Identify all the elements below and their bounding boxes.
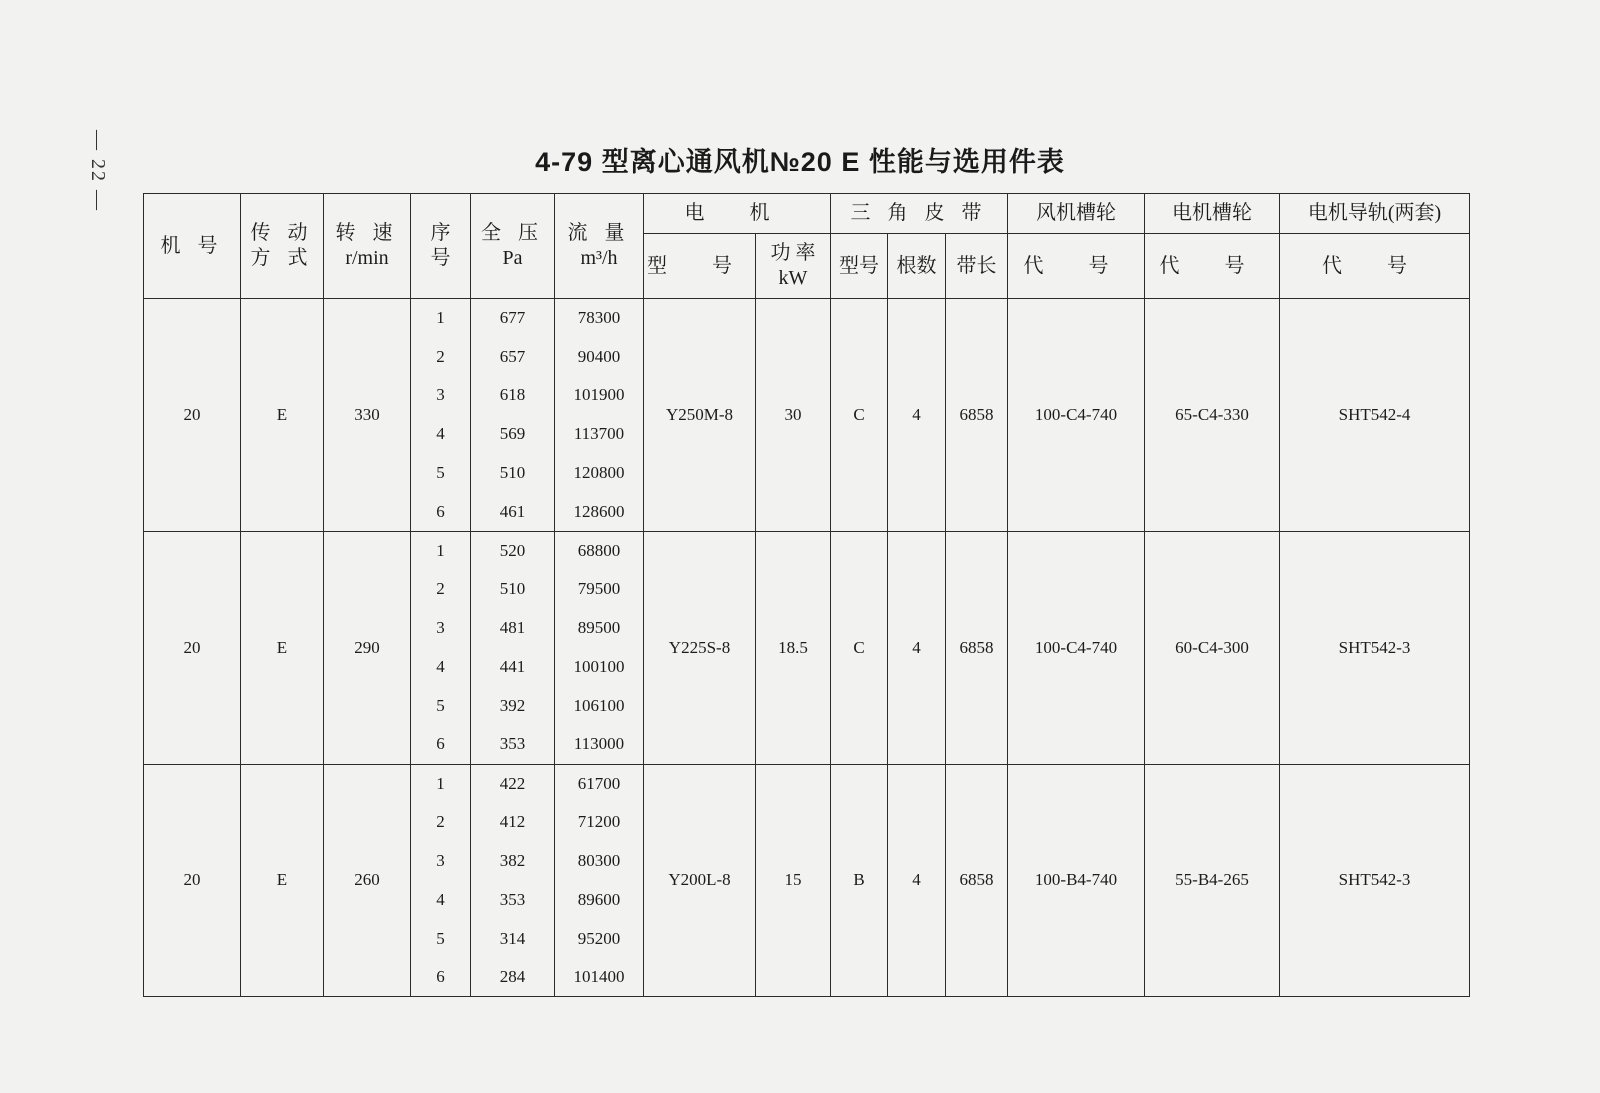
cell-seq: 3 (411, 609, 471, 648)
cell-flow: 113700 (555, 415, 644, 454)
cell-pressure: 392 (471, 686, 555, 725)
cell-machine-no: 20 (144, 764, 241, 997)
header-seq-line1: 序 (430, 222, 451, 244)
cell-seq: 3 (411, 842, 471, 881)
cell-flow: 120800 (555, 454, 644, 493)
header-fan-pulley-label: 风机槽轮 (1036, 202, 1116, 224)
cell-motor-power: 15 (756, 764, 831, 997)
cell-pressure: 569 (471, 415, 555, 454)
header-fan-pulley-code-label: 代 号 (1023, 254, 1129, 277)
header-motor-rail-code (1280, 234, 1470, 299)
cell-flow: 78300 (555, 299, 644, 338)
cell-flow: 95200 (555, 919, 644, 958)
cell-seq: 6 (411, 725, 471, 764)
header-speed (324, 194, 411, 299)
cell-pressure: 441 (471, 648, 555, 687)
cell-pressure: 382 (471, 842, 555, 881)
cell-pressure: 520 (471, 531, 555, 570)
cell-seq: 4 (411, 648, 471, 687)
cell-flow: 90400 (555, 337, 644, 376)
header-fan-pulley (1008, 194, 1145, 234)
cell-motor-pulley: 65-C4-330 (1145, 299, 1280, 532)
header-seq (411, 194, 471, 299)
header-drive-line1: 传 动 (250, 222, 314, 244)
table-row (144, 299, 1470, 338)
header-motor-power-unit: kW (778, 267, 808, 289)
cell-motor-rail: SHT542-3 (1280, 531, 1470, 764)
cell-motor-power: 30 (756, 299, 831, 532)
cell-motor-rail: SHT542-4 (1280, 299, 1470, 532)
cell-fan-pulley: 100-B4-740 (1008, 764, 1145, 997)
cell-belt-count: 4 (888, 531, 946, 764)
cell-seq: 6 (411, 492, 471, 531)
cell-seq: 1 (411, 531, 471, 570)
cell-pressure: 510 (471, 454, 555, 493)
cell-seq: 3 (411, 376, 471, 415)
cell-motor-pulley: 60-C4-300 (1145, 531, 1280, 764)
cell-belt-count: 4 (888, 764, 946, 997)
header-belt-model-label: 型号 (839, 254, 879, 277)
cell-flow: 106100 (555, 686, 644, 725)
cell-pressure: 677 (471, 299, 555, 338)
cell-seq: 1 (411, 299, 471, 338)
header-motor-power-line1: 功 率 (770, 242, 816, 264)
page-number: — 22 — (87, 130, 109, 212)
cell-seq: 4 (411, 880, 471, 919)
header-motor (644, 194, 831, 234)
header-fan-pulley-code (1008, 234, 1145, 299)
cell-belt-model: B (831, 764, 888, 997)
cell-speed: 260 (324, 764, 411, 997)
cell-fan-pulley: 100-C4-740 (1008, 531, 1145, 764)
header-motor-pulley (1145, 194, 1280, 234)
cell-flow: 61700 (555, 764, 644, 803)
header-belt (831, 194, 1008, 234)
header-flow (555, 194, 644, 299)
cell-seq: 5 (411, 454, 471, 493)
cell-flow: 68800 (555, 531, 644, 570)
header-flow-line1: 流 量 (567, 222, 631, 244)
cell-flow: 80300 (555, 842, 644, 881)
header-belt-label: 三 角 皮 带 (850, 202, 988, 224)
header-drive (241, 194, 324, 299)
header-motor-rail-label: 电机导轨(两套) (1307, 202, 1442, 224)
cell-pressure: 412 (471, 803, 555, 842)
cell-seq: 4 (411, 415, 471, 454)
cell-machine-no: 20 (144, 531, 241, 764)
cell-belt-length: 6858 (946, 531, 1008, 764)
header-pressure-line1: 全 压 (481, 222, 544, 244)
cell-pressure: 618 (471, 376, 555, 415)
cell-flow: 101400 (555, 958, 644, 997)
header-speed-unit: r/min (345, 247, 389, 269)
table-body (144, 299, 1470, 997)
header-motor-model (644, 234, 756, 299)
header-motor-power (756, 234, 831, 299)
page-title: 4-79 型离心通风机№20 E 性能与选用件表 (535, 147, 1065, 177)
cell-seq: 6 (411, 958, 471, 997)
header-motor-pulley-code-label: 代 号 (1159, 254, 1265, 277)
cell-seq: 1 (411, 764, 471, 803)
header-belt-model (831, 234, 888, 299)
cell-flow: 89500 (555, 609, 644, 648)
cell-fan-pulley: 100-C4-740 (1008, 299, 1145, 532)
header-drive-line2: 方 式 (250, 247, 314, 269)
header-pressure-unit: Pa (502, 247, 523, 269)
header-motor-pulley-label: 电机槽轮 (1172, 202, 1252, 224)
header-belt-length (946, 234, 1008, 299)
cell-belt-count: 4 (888, 299, 946, 532)
cell-motor-model: Y250M-8 (644, 299, 756, 532)
fan-performance-table (143, 193, 1470, 997)
cell-pressure: 510 (471, 570, 555, 609)
header-motor-label: 电 机 (684, 202, 790, 224)
cell-motor-power: 18.5 (756, 531, 831, 764)
cell-pressure: 657 (471, 337, 555, 376)
table-row (144, 764, 1470, 803)
cell-flow: 79500 (555, 570, 644, 609)
header-flow-unit: m³/h (580, 247, 618, 269)
header-motor-model-label: 型 号 (647, 254, 752, 277)
header-motor-pulley-code (1145, 234, 1280, 299)
cell-flow: 113000 (555, 725, 644, 764)
cell-drive: E (241, 531, 324, 764)
header-motor-rail (1280, 194, 1470, 234)
cell-speed: 330 (324, 299, 411, 532)
cell-pressure: 314 (471, 919, 555, 958)
cell-pressure: 461 (471, 492, 555, 531)
cell-belt-model: C (831, 299, 888, 532)
cell-motor-rail: SHT542-3 (1280, 764, 1470, 997)
cell-drive: E (241, 764, 324, 997)
cell-motor-model: Y225S-8 (644, 531, 756, 764)
cell-speed: 290 (324, 531, 411, 764)
header-belt-count-label: 根数 (896, 254, 937, 277)
cell-belt-length: 6858 (946, 764, 1008, 997)
cell-belt-length: 6858 (946, 299, 1008, 532)
table-row (144, 531, 1470, 570)
cell-flow: 101900 (555, 376, 644, 415)
cell-flow: 100100 (555, 648, 644, 687)
cell-drive: E (241, 299, 324, 532)
cell-pressure: 284 (471, 958, 555, 997)
cell-seq: 2 (411, 570, 471, 609)
cell-seq: 2 (411, 337, 471, 376)
header-motor-rail-code-label: 代 号 (1322, 254, 1427, 277)
header-row-top (144, 194, 1470, 234)
cell-flow: 71200 (555, 803, 644, 842)
cell-pressure: 353 (471, 880, 555, 919)
cell-flow: 128600 (555, 492, 644, 531)
cell-pressure: 481 (471, 609, 555, 648)
header-belt-count (888, 234, 946, 299)
cell-motor-pulley: 55-B4-265 (1145, 764, 1280, 997)
cell-motor-model: Y200L-8 (644, 764, 756, 997)
header-belt-length-label: 带长 (956, 254, 997, 277)
header-machine-no (144, 194, 241, 299)
cell-pressure: 353 (471, 725, 555, 764)
header-speed-line1: 转 速 (335, 222, 399, 244)
cell-pressure: 422 (471, 764, 555, 803)
header-seq-line2: 号 (430, 247, 451, 269)
header-pressure (471, 194, 555, 299)
cell-belt-model: C (831, 531, 888, 764)
cell-seq: 5 (411, 919, 471, 958)
cell-seq: 5 (411, 686, 471, 725)
cell-flow: 89600 (555, 880, 644, 919)
cell-machine-no: 20 (144, 299, 241, 532)
table-header (144, 194, 1470, 299)
cell-seq: 2 (411, 803, 471, 842)
header-machine-no-label: 机 号 (160, 234, 224, 257)
